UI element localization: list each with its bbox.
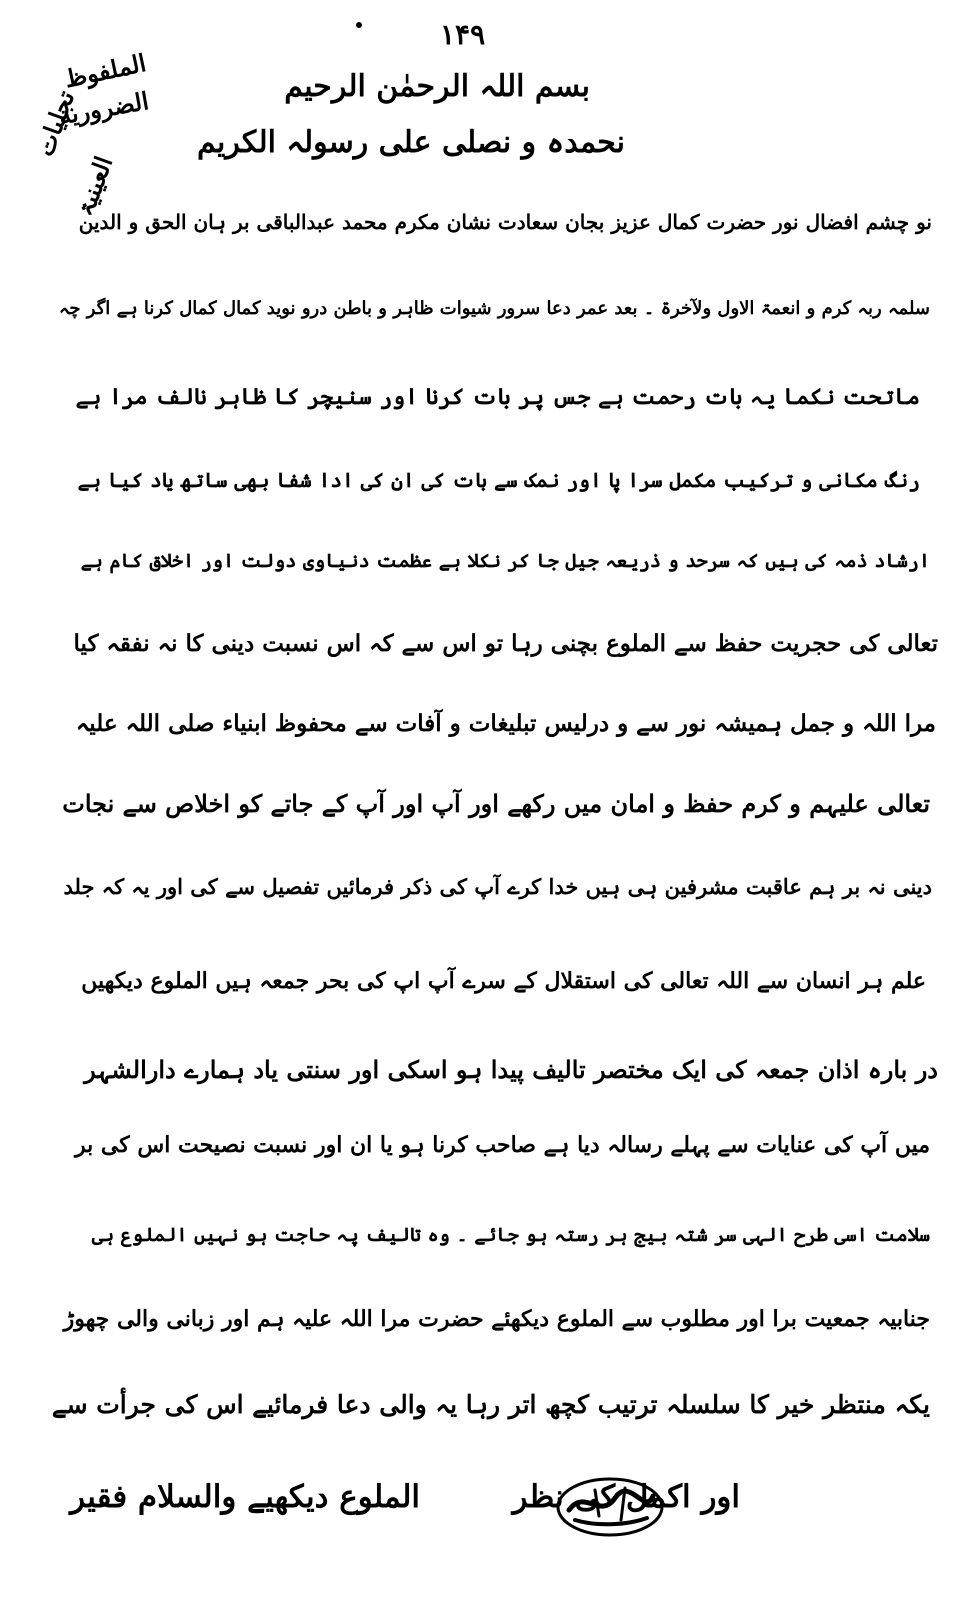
body-line-4: رنگ مکانی و ترکیب مکمل سرا پا اور نمک سے بات کی ان کی ادا شفا بھی ساتھ یاد کیا ہے — [77, 468, 920, 492]
body-line-16: الملوع دیکھیے والسلام فقیر — [70, 1479, 420, 1515]
margin-note-4: العینیۃ — [70, 152, 119, 220]
margin-note-2: الضرورية — [56, 86, 151, 131]
body-line-3: ماتحت نکما یہ بات رحمت ہے جس پر بات کرنا اور سنیچر کا ظاہر نالف مرا ہے — [75, 384, 920, 410]
ink-dot — [356, 22, 362, 28]
body-line-6: تعالی کی حجریت حفظ سے الملوع بچنی رہا تو اس سے کہ اس نسبت دینی کا نہ نفقہ کیا — [73, 630, 938, 657]
body-line-2: سلمہ ربہ کرم و انعمۃ الاول ولآخرۃ ۔ بعد عمر دعا سرور شیوات ظاہر و باطن درو نوید کمال کمال کرنا ہے اگر چہ — [58, 298, 930, 319]
header-bismillah: بسم اللہ الرحمٰن الرحیم — [284, 69, 590, 104]
body-line-7: مرا اللہ و جمل ہمیشہ نور سے و درلیس تبلیغات و آفات سے محفوظ ابنیاء صلی اللہ علیہ — [75, 710, 936, 737]
body-line-10: علم ہر انسان سے اللہ تعالی کی استقلال کے سرے آپ اپ کی بحر جمعہ ہیں الملوع دیکھیں — [81, 968, 926, 994]
body-line-11: در بارہ اذان جمعہ کی ایک مختصر تالیف پیدا ہو اسکی اور سنتی یاد ہمارے دارالشہر — [84, 1055, 938, 1084]
header-invocation: نحمدہ و نصلی علی رسولہ الکریم — [197, 125, 625, 160]
body-line-9: دینی نہ بر ہم عاقبت مشرفین ہی ہیں خدا کرے آپ کی ذکر فرمائیں تفصیل سے کی اور یہ کہ جلد — [63, 874, 932, 899]
body-line-15: یکہ منتظر خیر کا سلسلہ ترتیب کچھ اتر رہا یہ والی دعا فرمائیے اس کی جرأت سے — [51, 1390, 930, 1419]
body-line-1: نو چشم افضال نور حضرت کمال عزیز بجان سعادت نشان مکرم محمد عبدالباقی بر ہان الحق و الدین — [78, 210, 932, 234]
margin-note-3: تجلیات — [30, 86, 81, 160]
closing-note: اور اکمل کی نظر — [512, 1479, 740, 1515]
margin-note-1: الملفوظ — [61, 48, 149, 94]
page-number: ۱۴۹ — [440, 18, 486, 51]
body-line-14: جنابیہ جمعیت برا اور مطلوب سے الملوع دیکھئے حضرت مرا اللہ علیہ ہم اور زبانی والی چھوڑ — [63, 1306, 930, 1332]
body-line-5: ارشاد ذمہ کی ہیں کہ سرحد و ذریعہ جیل جا کر نکلا ہے عظمت دنیاوی دولت اور اخلاق کام ہے — [80, 550, 930, 572]
body-line-12: میں آپ کی عنایات سے پہلے رسالہ دیا ہے صاحب کرنا ہو یا ان اور نسبت نصیحت اس کی بر — [74, 1132, 930, 1158]
body-line-13: سلامت اسی طرح الہی سر شتہ بیج ہر رستہ ہو جائے ۔ وہ تالیف پہ حاجت ہو نہیں الملوع ہی — [91, 1224, 930, 1246]
body-line-8: تعالی علیہم و کرم حفظ و امان میں رکھے اور آپ اور آپ کے جاتے کو اخلاص سے نجات — [62, 789, 930, 818]
